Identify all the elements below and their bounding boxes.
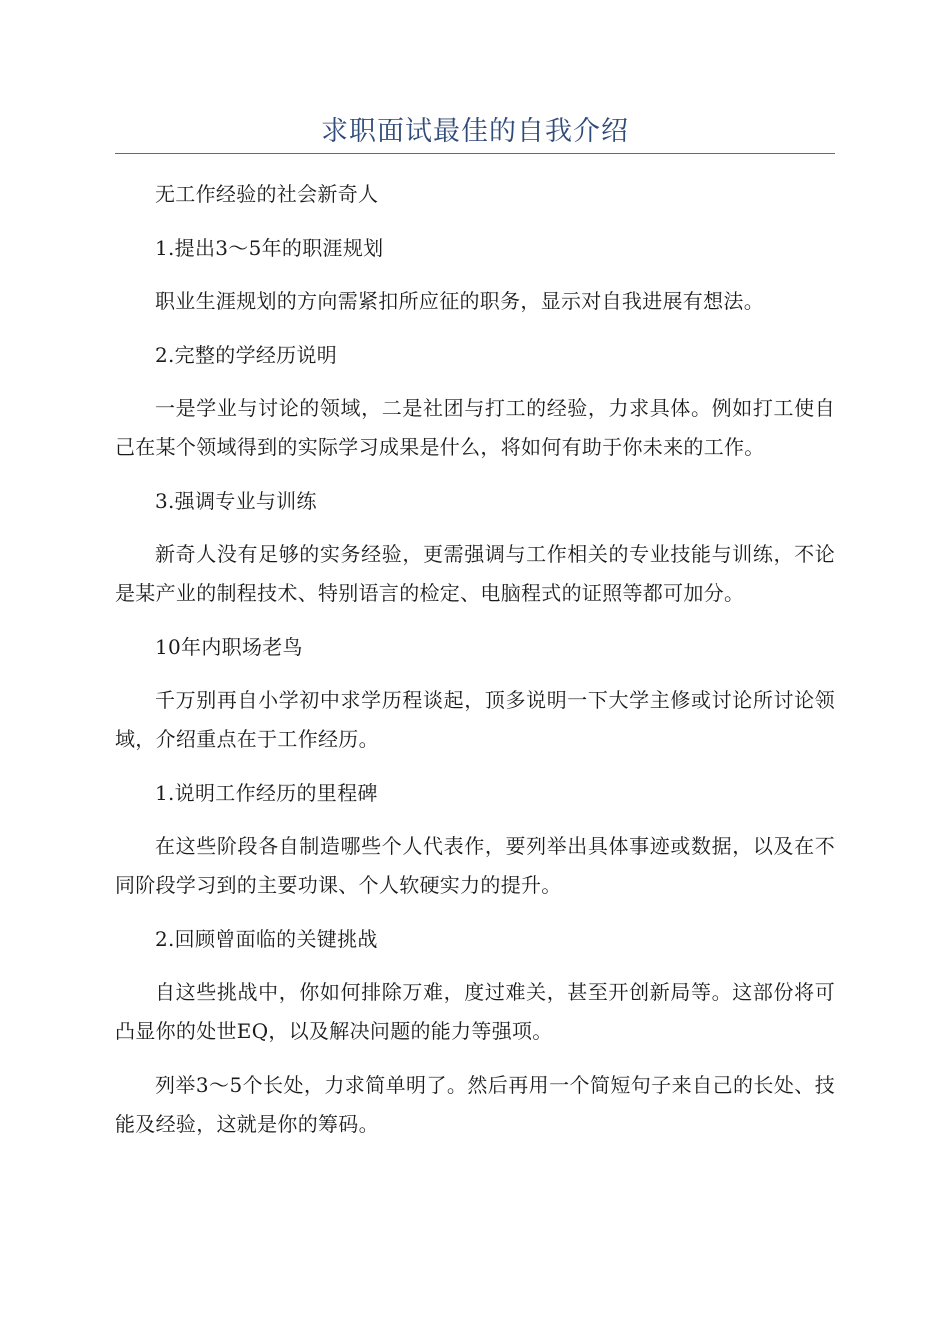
- paragraph: 职业生涯规划的方向需紧扣所应征的职务，显示对自我进展有想法。: [155, 289, 764, 313]
- paragraph: 在这些阶段各自制造哪些个人代表作，要列举出具体事迹或数据，以及在不同阶段学习到的主要功课、个人软硬实力的提升。: [115, 834, 835, 897]
- paragraph: 自这些挑战中，你如何排除万难，度过难关，甚至开创新局等。这部份将可凸显你的处世EQ，以及解决问题的能力等强项。: [115, 980, 835, 1043]
- subheading: 2.回顾曾面临的关键挑战: [155, 926, 378, 951]
- document-body: [115, 175, 835, 1158]
- title-underline: [115, 153, 835, 154]
- paragraph: 千万别再自小学初中求学历程谈起，顶多说明一下大学主修或讨论所讨论领域，介绍重点在于工作经历。: [115, 688, 835, 751]
- section-heading: 10年内职场老鸟: [155, 634, 303, 659]
- section-heading: 无工作经验的社会新奇人: [155, 182, 379, 206]
- paragraph: 一是学业与讨论的领域，二是社团与打工的经验，力求具体。例如打工使自己在某个领域得到的实际学习成果是什么，将如何有助于你未来的工作。: [115, 396, 835, 459]
- paragraph: 新奇人没有足够的实务经验，更需强调与工作相关的专业技能与训练，不论是某产业的制程技术、特别语言的检定、电脑程式的证照等都可加分。: [115, 542, 835, 605]
- subheading: 1.提出3～5年的职涯规划: [155, 235, 384, 260]
- page-title: 求职面试最佳的自我介绍: [321, 116, 629, 147]
- subheading: 2.完整的学经历说明: [155, 342, 338, 367]
- subheading: 1.说明工作经历的里程碑: [155, 780, 378, 805]
- paragraph: 列举3～5个长处，力求简单明了。然后再用一个简短句子来自己的长处、技能及经验，这就是你的筹码。: [115, 1072, 835, 1136]
- subheading: 3.强调专业与训练: [155, 488, 317, 513]
